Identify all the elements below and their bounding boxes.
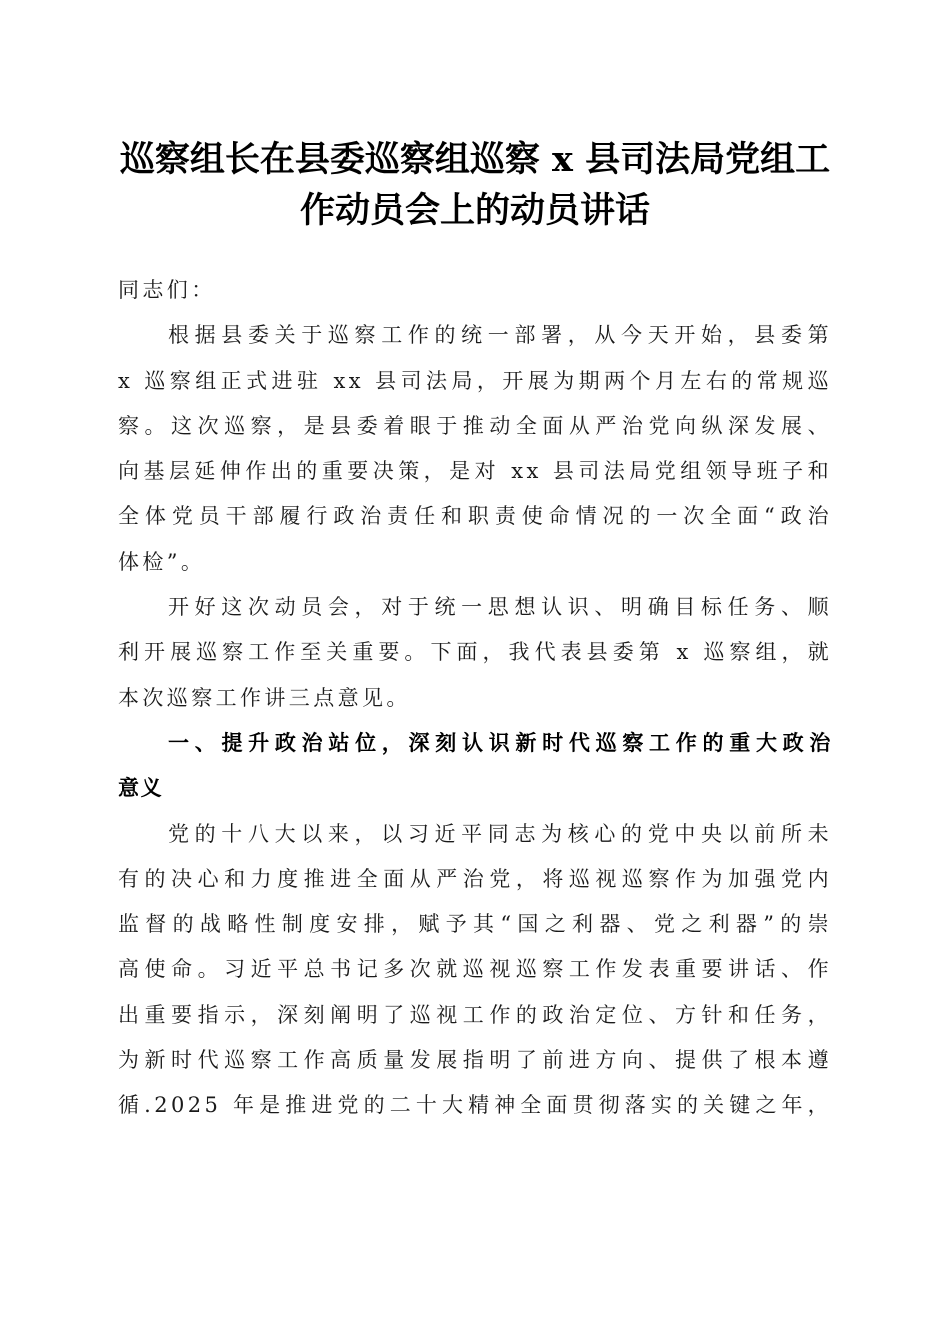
- title-line-2: 作动员会上的动员讲话: [299, 190, 650, 231]
- paragraph-1: [118, 313, 832, 585]
- paragraph-line: 全体党员干部履行政治责任和职责使命情况的一次全面“政治: [118, 504, 832, 529]
- section-heading-1: [118, 721, 832, 812]
- paragraph-line: 为新时代巡察工作高质量发展指明了前进方向、提供了根本遵: [118, 1048, 832, 1073]
- paragraph-line: 监督的战略性制度安排，赋予其“国之利器、党之利器”的崇: [118, 912, 832, 937]
- paragraph-line: 利开展巡察工作至关重要。下面，我代表县委第 x 巡察组，就: [118, 640, 832, 665]
- paragraph-line: 根据县委关于巡察工作的统一部署，从今天开始，县委第: [168, 323, 832, 348]
- paragraph-line: 高使命。习近平总书记多次就巡视巡察工作发表重要讲话、作: [118, 957, 832, 982]
- title-line-1: 巡察组长在县委巡察组巡察 x 县司法局党组工: [119, 139, 831, 180]
- heading-line: 意义: [118, 776, 164, 801]
- paragraph-line: 有的决心和力度推进全面从严治党，将巡视巡察作为加强党内: [118, 866, 832, 891]
- paragraph-line: 向基层延伸作出的重要决策，是对 xx 县司法局党组领导班子和: [118, 459, 832, 484]
- paragraph-line: 党的十八大以来，以习近平同志为核心的党中央以前所未: [168, 821, 832, 846]
- paragraph-2: [118, 585, 832, 721]
- paragraph-line: 出重要指示，深刻阐明了巡视工作的政治定位、方针和任务，: [118, 1002, 832, 1027]
- paragraph-line: 本次巡察工作讲三点意见。: [118, 685, 411, 710]
- salutation-text: 同志们：: [118, 278, 216, 302]
- paragraph-line: 循.2025 年是推进党的二十大精神全面贯彻落实的关键之年，: [118, 1093, 832, 1118]
- paragraph-3: [118, 812, 832, 1129]
- paragraph-line: 察。这次巡察，是县委着眼于推动全面从严治党向纵深发展、: [118, 413, 832, 438]
- document-body: [118, 268, 832, 1129]
- paragraph-line: 开好这次动员会，对于统一思想认识、明确目标任务、顺: [168, 595, 832, 620]
- paragraph-line: x 巡察组正式进驻 xx 县司法局，开展为期两个月左右的常规巡: [118, 368, 832, 393]
- page-title: [118, 134, 832, 236]
- salutation: [118, 268, 832, 313]
- heading-line: 一、提升政治站位，深刻认识新时代巡察工作的重大政治: [168, 730, 832, 755]
- paragraph-line: 体检”。: [118, 549, 206, 574]
